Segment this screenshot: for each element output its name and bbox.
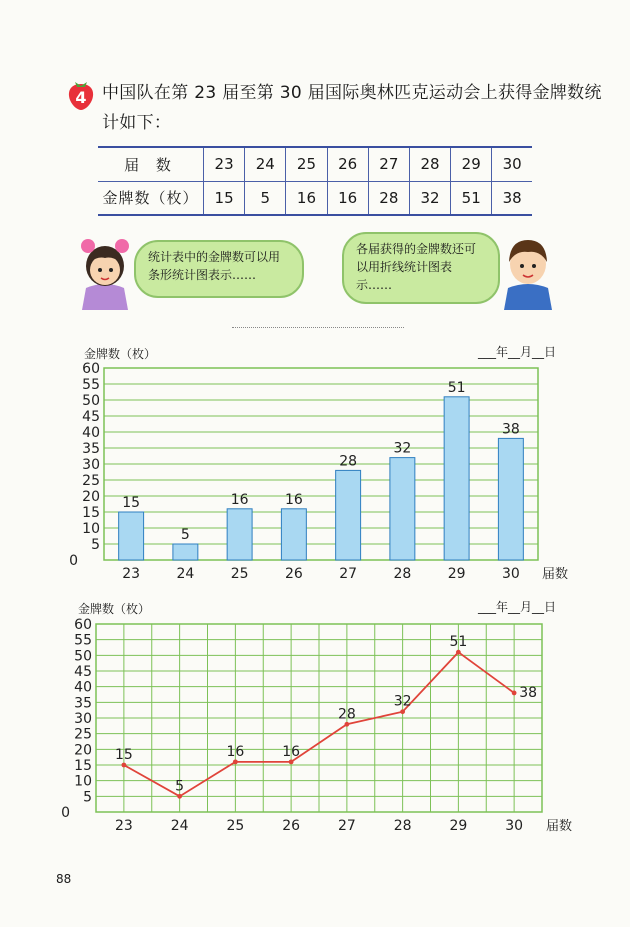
problem-text: 中国队在第 23 届至第 30 届国际奥林匹克运动会上获得金牌数统计如下： (102, 83, 602, 133)
x-tick-label: 25 (226, 818, 245, 834)
data-label: 51 (447, 379, 466, 396)
y-tick-label: 10 (74, 773, 92, 790)
x-axis-label: 届数 (546, 819, 573, 834)
data-label: 16 (230, 491, 249, 508)
line-chart-date-mark: ___年__月__日 (478, 600, 557, 614)
data-label: 16 (282, 743, 301, 760)
data-label: 38 (519, 684, 538, 701)
table-cell: 16 (286, 181, 327, 215)
data-point (400, 709, 405, 714)
table-cell: 15 (204, 181, 245, 215)
table-cell: 38 (492, 181, 532, 215)
data-label: 38 (501, 421, 520, 438)
data-label: 32 (393, 440, 412, 457)
data-label: 16 (284, 491, 303, 508)
y-tick-label: 60 (82, 361, 100, 377)
x-tick-label: 30 (505, 818, 524, 834)
y-tick-label: 25 (82, 473, 100, 489)
girl-speech-bubble: 统计表中的金牌数可以用条形统计图表示…… (134, 240, 304, 298)
y-tick-label: 10 (82, 521, 100, 537)
x-tick-label: 23 (122, 566, 141, 582)
data-point (121, 763, 126, 768)
data-label: 51 (449, 634, 468, 651)
table-cell: 29 (451, 147, 492, 181)
line-chart-ylabel: 金牌数（枚） (78, 602, 151, 616)
table-cell: 16 (327, 181, 368, 215)
table-cell: 30 (492, 147, 532, 181)
page-number: 88 (56, 872, 72, 886)
boy-speech-bubble: 各届获得的金牌数还可以用折线统计图表示…… (342, 232, 500, 304)
table-cell: 24 (245, 147, 286, 181)
x-tick-label: 27 (337, 818, 356, 834)
x-tick-label: 26 (282, 818, 301, 834)
x-tick-label: 30 (501, 566, 520, 582)
y-tick-label: 5 (91, 537, 100, 553)
table-cell: 27 (368, 147, 409, 181)
y-tick-label: 50 (74, 648, 92, 665)
data-label: 32 (393, 693, 412, 710)
table-cell: 32 (409, 181, 450, 215)
data-point (512, 691, 517, 696)
table-header-editions: 届 数 (98, 147, 204, 181)
y-tick-label: 20 (82, 489, 100, 505)
table-cell: 5 (245, 181, 286, 215)
y-tick-label: 0 (61, 805, 70, 821)
y-tick-label: 0 (69, 553, 78, 569)
x-tick-label: 27 (339, 566, 358, 582)
data-point (289, 759, 294, 764)
y-tick-label: 50 (82, 393, 100, 409)
y-tick-label: 35 (82, 441, 100, 457)
data-label: 5 (175, 778, 185, 795)
data-point (456, 650, 461, 655)
x-tick-label: 29 (449, 818, 468, 834)
data-point (344, 722, 349, 727)
x-tick-label: 26 (284, 566, 303, 582)
data-label: 15 (114, 747, 133, 763)
x-tick-label: 29 (447, 566, 466, 582)
data-point (233, 759, 238, 764)
data-point (177, 794, 182, 799)
y-tick-label: 5 (83, 789, 92, 806)
y-tick-label: 45 (74, 664, 92, 680)
y-tick-label: 35 (74, 695, 92, 712)
y-tick-label: 15 (74, 758, 92, 774)
y-tick-label: 20 (74, 742, 92, 759)
table-cell: 26 (327, 147, 368, 181)
y-tick-label: 45 (82, 409, 100, 425)
y-tick-label: 60 (74, 617, 92, 633)
data-label: 28 (337, 706, 356, 723)
y-tick-label: 55 (82, 377, 100, 393)
y-tick-label: 40 (74, 679, 92, 696)
y-tick-label: 55 (74, 632, 92, 649)
x-tick-label: 24 (176, 566, 195, 582)
y-tick-label: 25 (74, 726, 92, 743)
table-cell: 23 (204, 147, 245, 181)
x-tick-label: 28 (393, 566, 412, 582)
x-tick-label: 23 (114, 818, 133, 834)
x-tick-label: 24 (170, 818, 189, 834)
y-tick-label: 30 (74, 711, 92, 727)
bar-chart-date-mark: ___年__月__日 (478, 345, 557, 359)
y-tick-label: 15 (82, 505, 100, 521)
x-axis-label: 届数 (542, 567, 569, 582)
y-tick-label: 30 (82, 457, 100, 473)
data-label: 16 (226, 743, 245, 760)
bar-chart-ylabel: 金牌数（枚） (84, 347, 157, 361)
table-cell: 51 (451, 181, 492, 215)
y-tick-label: 40 (82, 425, 100, 441)
problem-number: 4 (75, 88, 87, 107)
x-tick-label: 28 (393, 818, 412, 834)
table-header-gold: 金牌数（枚） (98, 181, 204, 215)
table-cell: 28 (368, 181, 409, 215)
table-cell: 25 (286, 147, 327, 181)
data-label: 5 (180, 527, 190, 543)
table-cell: 28 (409, 147, 450, 181)
x-tick-label: 25 (230, 566, 249, 582)
data-label: 28 (339, 453, 358, 470)
data-label: 15 (122, 495, 141, 511)
